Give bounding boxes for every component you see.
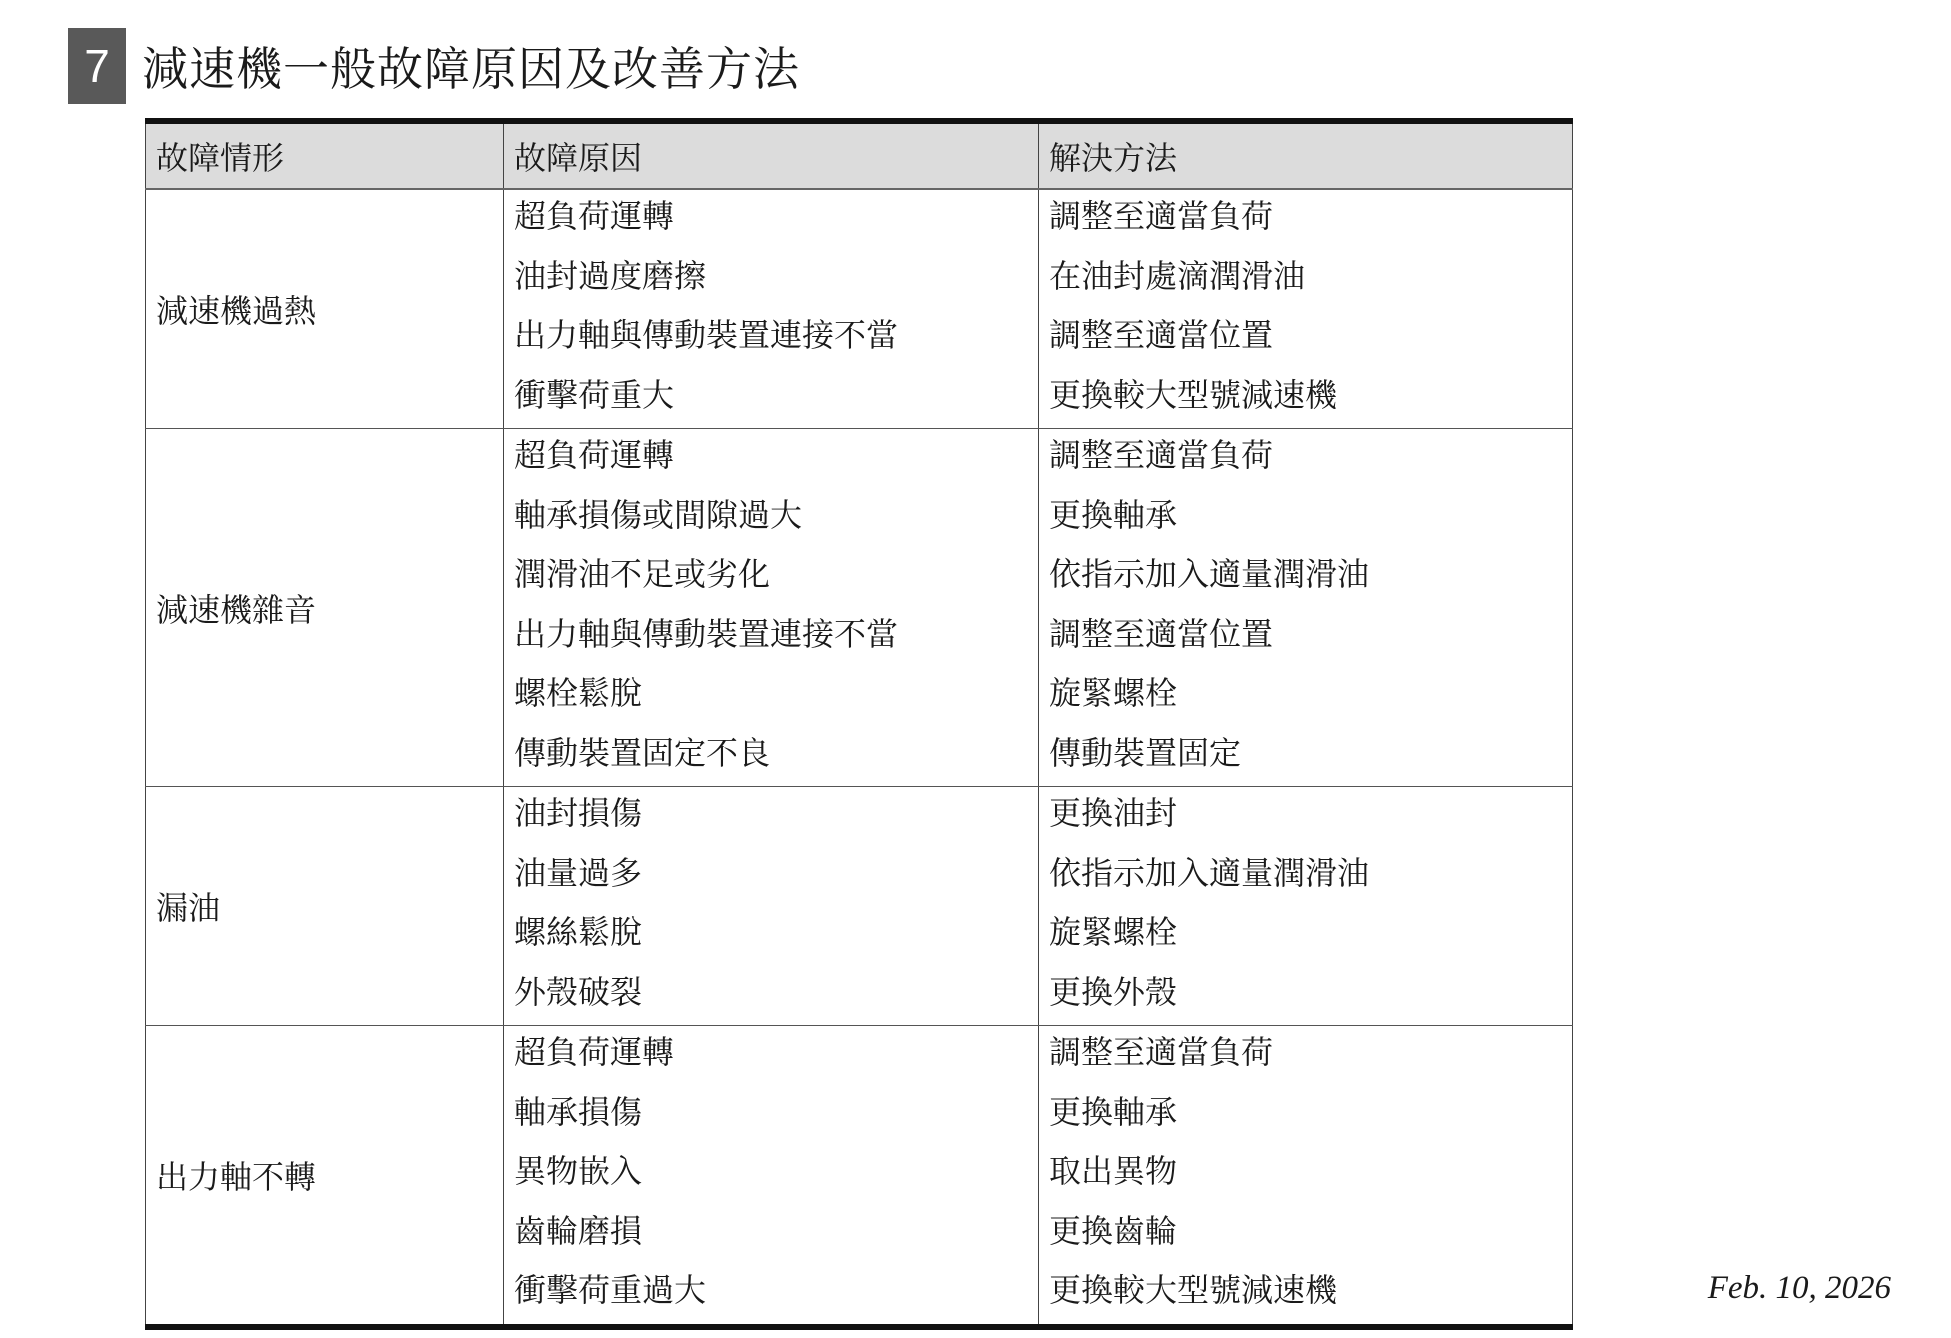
- cause-item: 超負荷運轉: [514, 197, 675, 235]
- cause-item: 螺絲鬆脫: [514, 913, 643, 951]
- table-row: [146, 189, 1573, 429]
- cause-item: 油封過度磨擦: [514, 256, 707, 295]
- solution-item: 取出異物: [1049, 1152, 1178, 1190]
- troubleshooting-table: [145, 118, 1573, 1330]
- cause-item: 超負荷運轉: [514, 1033, 675, 1071]
- cause-item: 異物嵌入: [514, 1152, 643, 1190]
- solution-item: 更換較大型號減速機: [1049, 1271, 1338, 1309]
- condition-cell: 減速機過熱: [146, 189, 504, 429]
- cause-item: 潤滑油不足或劣化: [514, 555, 771, 593]
- solution-item: 旋緊螺栓: [1049, 913, 1178, 951]
- header-solution: 解決方法: [1039, 121, 1573, 189]
- table-header-row: [146, 121, 1573, 189]
- cause-item: 齒輪磨損: [514, 1211, 643, 1250]
- cause-item: 傳動裝置固定不良: [514, 733, 771, 772]
- solution-cell: [1039, 429, 1573, 787]
- cause-cell: [504, 189, 1039, 429]
- solution-item: 調整至適當位置: [1049, 316, 1274, 354]
- cause-item: 軸承損傷或間隙過大: [514, 495, 803, 534]
- solution-item: 依指示加入適量潤滑油: [1049, 555, 1370, 593]
- solution-cell: [1039, 1026, 1573, 1327]
- table-body: [146, 189, 1573, 1327]
- header-cause: 故障原因: [504, 121, 1039, 189]
- solution-item: 更換油封: [1049, 794, 1178, 832]
- solution-cell: [1039, 787, 1573, 1026]
- solution-item: 調整至適當負荷: [1049, 197, 1274, 235]
- solution-item: 調整至適當負荷: [1049, 1033, 1274, 1071]
- cause-cell: [504, 787, 1039, 1026]
- solution-item: 在油封處滴潤滑油: [1049, 256, 1306, 295]
- cause-cell: [504, 1026, 1039, 1327]
- section-title: 減速機一般故障原因及改善方法: [142, 42, 800, 96]
- condition-cell: 減速機雜音: [146, 429, 504, 787]
- cause-item: 衝擊荷重大: [514, 375, 675, 414]
- cause-item: 超負荷運轉: [514, 436, 675, 474]
- document-date: Feb. 10, 2026: [1707, 1270, 1891, 1306]
- solution-item: 更換軸承: [1049, 495, 1178, 534]
- troubleshooting-table-container: [145, 118, 1572, 1330]
- cause-item: 出力軸與傳動裝置連接不當: [514, 316, 899, 354]
- cause-cell: [504, 429, 1039, 787]
- solution-item: 旋緊螺栓: [1049, 674, 1178, 712]
- cause-item: 衝擊荷重過大: [514, 1271, 707, 1309]
- solution-item: 依指示加入適量潤滑油: [1049, 853, 1370, 892]
- solution-item: 調整至適當位置: [1049, 614, 1274, 653]
- cause-item: 油量過多: [514, 853, 643, 892]
- cause-item: 軸承損傷: [514, 1092, 643, 1131]
- section-number-badge: 7: [68, 28, 126, 104]
- table-row: [146, 429, 1573, 787]
- table-row: [146, 1026, 1573, 1327]
- solution-cell: [1039, 189, 1573, 429]
- cause-item: 螺栓鬆脫: [514, 674, 643, 712]
- cause-item: 外殼破裂: [514, 972, 643, 1011]
- solution-item: 調整至適當負荷: [1049, 436, 1274, 474]
- solution-item: 更換外殼: [1049, 972, 1178, 1011]
- header-condition: 故障情形: [146, 121, 504, 189]
- solution-item: 更換較大型號減速機: [1049, 375, 1338, 414]
- condition-cell: 漏油: [146, 787, 504, 1026]
- condition-cell: 出力軸不轉: [146, 1026, 504, 1327]
- cause-item: 出力軸與傳動裝置連接不當: [514, 614, 899, 653]
- solution-item: 更換齒輪: [1049, 1211, 1178, 1250]
- table-row: [146, 787, 1573, 1026]
- solution-item: 更換軸承: [1049, 1092, 1178, 1131]
- cause-item: 油封損傷: [514, 794, 643, 832]
- section-header: [68, 28, 800, 104]
- solution-item: 傳動裝置固定: [1049, 733, 1242, 772]
